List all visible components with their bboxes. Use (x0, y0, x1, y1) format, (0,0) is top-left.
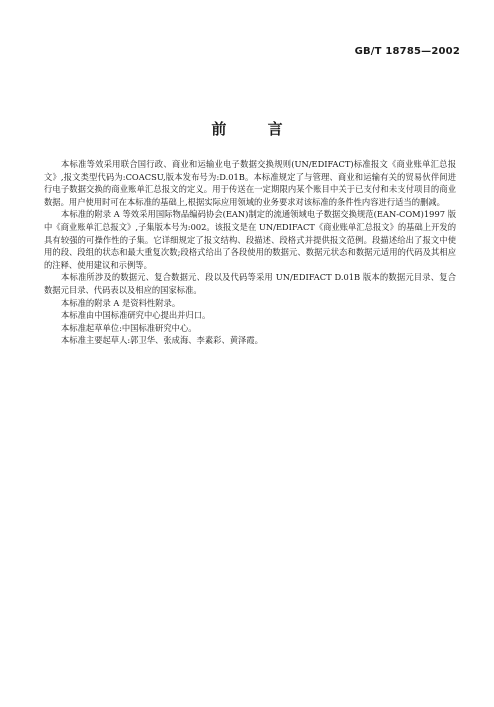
paragraph: 本标准等效采用联合国行政、商业和运输业电子数据交换规则(UN/EDIFACT)标准报文《商业账单汇总报文》,报文类型代码为:COACSU,版本发布号为:D.01B。本标准规定了与管理、商业和运输有关的贸易伙伴间进行电子数据交换的商业账单汇总报文的定义。用于传送在一定期限内某个账目中关于已支付和未支付项目的商业数据。用户使用时可在本标准的基础上,根据实际应用领域的业务要求对该标准的条件性内容进行适当的删减。 (44, 159, 456, 207)
paragraph: 本标准起草单位:中国标准研究中心。 (61, 322, 197, 333)
paragraph: 本标准所涉及的数据元、复合数据元、段以及代码等采用 UN/EDIFACT D.01B 版本的数据元目录、复合数据元目录、代码表以及相应的国家标准。 (44, 272, 456, 295)
paragraph: 本标准由中国标准研究中心提出并归口。 (61, 310, 211, 321)
paragraph: 本标准的附录 A 是资料性附录。 (61, 297, 181, 308)
page-title: 前 言 (211, 120, 301, 138)
standard-number: GB/T 18785—2002 (354, 46, 460, 57)
paragraph: 本标准主要起草人:郭卫华、张成海、李素彩、黄泽霞。 (61, 335, 263, 346)
paragraph: 本标准的附录 A 等效采用国际物品编码协会(EAN)制定的流通领域电子数据交换规范(EAN-COM)1997 版中《商业账单汇总报文》,子集版本号为:002。该报文是在 UN/EDIFACT《商业账单汇总报文》的基础上开发的具有较强的可操作性的子集。它详细规定了报文结构、段描述、段格式并提供报文范例。段描述给出了报文中使用的段、段组的状态和最大重复次数;段格式给出了各段使用的数据元、数据元状态和数据元适用的代码及其相应的注释、使用建议和示例等。 (44, 209, 456, 270)
document-body (44, 158, 456, 347)
